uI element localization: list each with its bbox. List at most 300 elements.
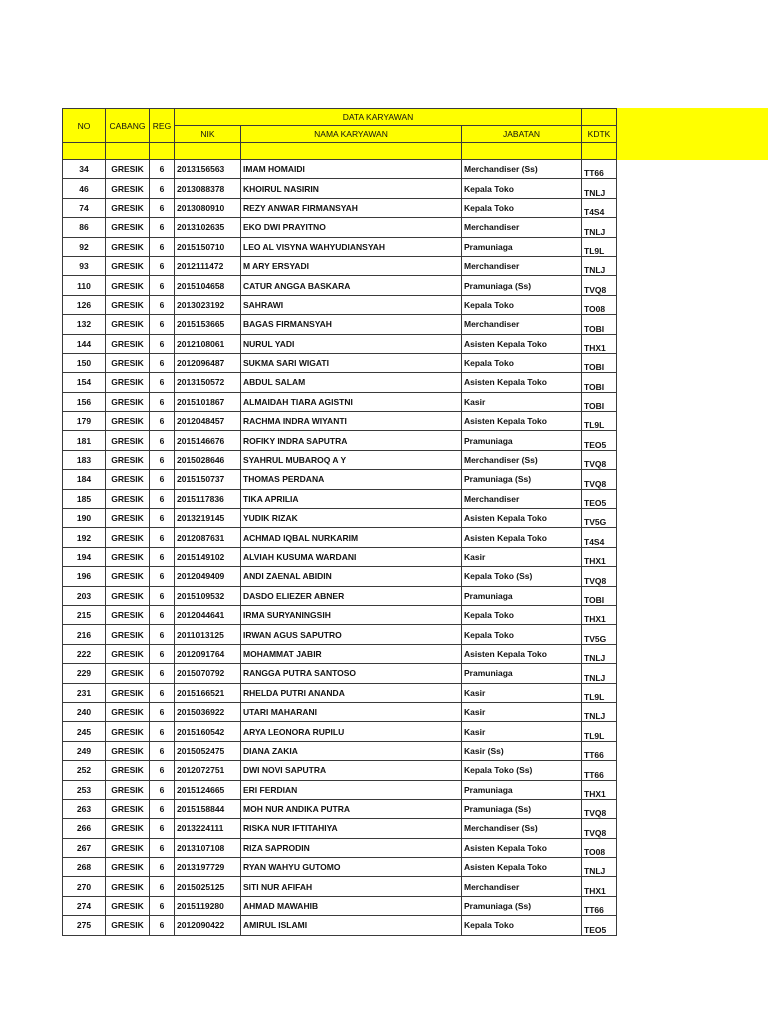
cell-nama: ACHMAD IQBAL NURKARIM xyxy=(241,528,462,547)
cell-nik: 2015052475 xyxy=(175,741,241,760)
header-highlight-band xyxy=(616,108,768,160)
cell-nama: SAHRAWI xyxy=(241,295,462,314)
cell-nama: DASDO ELIEZER ABNER xyxy=(241,586,462,605)
cell-jabatan: Kasir xyxy=(462,547,582,566)
cell-cabang: GRESIK xyxy=(106,160,150,179)
cell-nik: 2012091764 xyxy=(175,644,241,663)
cell-jabatan: Asisten Kepala Toko xyxy=(462,858,582,877)
cell-no: 266 xyxy=(63,819,106,838)
table-row xyxy=(63,741,617,760)
table-row xyxy=(63,780,617,799)
cell-jabatan: Asisten Kepala Toko xyxy=(462,838,582,857)
cell-jabatan: Kepala Toko (Ss) xyxy=(462,567,582,586)
cell-nik: 2012044641 xyxy=(175,605,241,624)
cell-reg: 6 xyxy=(150,586,175,605)
cell-jabatan: Kepala Toko (Ss) xyxy=(462,761,582,780)
cell-cabang: GRESIK xyxy=(106,315,150,334)
cell-kdtk: TNLJ xyxy=(582,858,617,877)
cell-nik: 2015109532 xyxy=(175,586,241,605)
cell-nama: IRWAN AGUS SAPUTRO xyxy=(241,625,462,644)
cell-nik: 2015160542 xyxy=(175,722,241,741)
cell-no: 46 xyxy=(63,179,106,198)
cell-nik: 2015036922 xyxy=(175,702,241,721)
cell-cabang: GRESIK xyxy=(106,256,150,275)
table-row xyxy=(63,625,617,644)
col-header-cabang: CABANG xyxy=(106,109,150,143)
cell-no: 185 xyxy=(63,489,106,508)
table-row xyxy=(63,353,617,372)
cell-jabatan: Kepala Toko xyxy=(462,179,582,198)
cell-cabang: GRESIK xyxy=(106,353,150,372)
cell-reg: 6 xyxy=(150,625,175,644)
cell-no: 34 xyxy=(63,160,106,179)
cell-kdtk: TNLJ xyxy=(582,702,617,721)
cell-jabatan: Kepala Toko xyxy=(462,625,582,644)
cell-nama: IRMA SURYANINGSIH xyxy=(241,605,462,624)
cell-nik: 2015153665 xyxy=(175,315,241,334)
cell-no: 184 xyxy=(63,470,106,489)
cell-cabang: GRESIK xyxy=(106,799,150,818)
table-row xyxy=(63,722,617,741)
table-row xyxy=(63,528,617,547)
cell-kdtk: TEO5 xyxy=(582,916,617,935)
cell-nama: UTARI MAHARANI xyxy=(241,702,462,721)
cell-no: 245 xyxy=(63,722,106,741)
cell-jabatan: Kasir xyxy=(462,683,582,702)
cell-kdtk: TV5G xyxy=(582,509,617,528)
cell-nik: 2013088378 xyxy=(175,179,241,198)
table-row xyxy=(63,605,617,624)
cell-nik: 2012087631 xyxy=(175,528,241,547)
cell-nik: 2012049409 xyxy=(175,567,241,586)
cell-reg: 6 xyxy=(150,528,175,547)
cell-kdtk: TNLJ xyxy=(582,256,617,275)
cell-jabatan: Kasir xyxy=(462,392,582,411)
cell-nik: 2015025125 xyxy=(175,877,241,896)
cell-kdtk: TEO5 xyxy=(582,431,617,450)
cell-kdtk: TO08 xyxy=(582,838,617,857)
cell-no: 216 xyxy=(63,625,106,644)
table-row xyxy=(63,567,617,586)
cell-nama: DIANA ZAKIA xyxy=(241,741,462,760)
cell-no: 110 xyxy=(63,276,106,295)
col-header-nama: NAMA KARYAWAN xyxy=(241,126,462,143)
cell-cabang: GRESIK xyxy=(106,547,150,566)
cell-no: 275 xyxy=(63,916,106,935)
table-row xyxy=(63,858,617,877)
cell-jabatan: Pramuniaga xyxy=(462,237,582,256)
cell-jabatan: Merchandiser (Ss) xyxy=(462,450,582,469)
cell-no: 179 xyxy=(63,412,106,431)
cell-cabang: GRESIK xyxy=(106,896,150,915)
cell-reg: 6 xyxy=(150,799,175,818)
cell-reg: 6 xyxy=(150,780,175,799)
cell-nik: 2015101867 xyxy=(175,392,241,411)
cell-nama: ANDI ZAENAL ABIDIN xyxy=(241,567,462,586)
cell-cabang: GRESIK xyxy=(106,877,150,896)
cell-reg: 6 xyxy=(150,819,175,838)
cell-nama: ABDUL SALAM xyxy=(241,373,462,392)
cell-cabang: GRESIK xyxy=(106,334,150,353)
table-row xyxy=(63,761,617,780)
cell-reg: 6 xyxy=(150,412,175,431)
group-header-data-karyawan: DATA KARYAWAN xyxy=(175,109,582,126)
cell-cabang: GRESIK xyxy=(106,295,150,314)
cell-kdtk: TL9L xyxy=(582,683,617,702)
cell-no: 92 xyxy=(63,237,106,256)
cell-nik: 2013102635 xyxy=(175,218,241,237)
cell-nik: 2012096487 xyxy=(175,353,241,372)
employee-table xyxy=(62,108,617,936)
cell-nama: YUDIK RIZAK xyxy=(241,509,462,528)
cell-kdtk: THX1 xyxy=(582,605,617,624)
cell-cabang: GRESIK xyxy=(106,780,150,799)
cell-nik: 2015124665 xyxy=(175,780,241,799)
cell-no: 144 xyxy=(63,334,106,353)
cell-nama: MOH NUR ANDIKA PUTRA xyxy=(241,799,462,818)
cell-nama: CATUR ANGGA BASKARA xyxy=(241,276,462,295)
cell-nama: SYAHRUL MUBAROQ A Y xyxy=(241,450,462,469)
table-body xyxy=(63,160,617,936)
cell-nama: EKO DWI PRAYITNO xyxy=(241,218,462,237)
cell-kdtk: TVQ8 xyxy=(582,450,617,469)
cell-jabatan: Pramuniaga (Ss) xyxy=(462,896,582,915)
cell-nama: TIKA APRILIA xyxy=(241,489,462,508)
table-row xyxy=(63,896,617,915)
cell-cabang: GRESIK xyxy=(106,683,150,702)
cell-no: 274 xyxy=(63,896,106,915)
cell-kdtk: TNLJ xyxy=(582,664,617,683)
cell-nik: 2015166521 xyxy=(175,683,241,702)
cell-no: 93 xyxy=(63,256,106,275)
cell-cabang: GRESIK xyxy=(106,702,150,721)
cell-no: 222 xyxy=(63,644,106,663)
cell-no: 203 xyxy=(63,586,106,605)
table-row xyxy=(63,683,617,702)
cell-cabang: GRESIK xyxy=(106,373,150,392)
cell-no: 252 xyxy=(63,761,106,780)
cell-no: 249 xyxy=(63,741,106,760)
cell-reg: 6 xyxy=(150,431,175,450)
cell-nik: 2015070792 xyxy=(175,664,241,683)
cell-kdtk: TT66 xyxy=(582,896,617,915)
cell-kdtk: TO08 xyxy=(582,295,617,314)
table-row xyxy=(63,295,617,314)
cell-no: 229 xyxy=(63,664,106,683)
cell-reg: 6 xyxy=(150,237,175,256)
cell-reg: 6 xyxy=(150,722,175,741)
cell-nik: 2015158844 xyxy=(175,799,241,818)
table-row xyxy=(63,586,617,605)
cell-cabang: GRESIK xyxy=(106,605,150,624)
cell-reg: 6 xyxy=(150,838,175,857)
cell-cabang: GRESIK xyxy=(106,412,150,431)
col-header-nik: NIK xyxy=(175,126,241,143)
table-row xyxy=(63,431,617,450)
cell-reg: 6 xyxy=(150,547,175,566)
cell-kdtk: TNLJ xyxy=(582,179,617,198)
cell-no: 196 xyxy=(63,567,106,586)
cell-jabatan: Pramuniaga xyxy=(462,664,582,683)
cell-nama: AHMAD MAWAHIB xyxy=(241,896,462,915)
cell-kdtk: TOBI xyxy=(582,586,617,605)
cell-jabatan: Asisten Kepala Toko xyxy=(462,412,582,431)
cell-nik: 2012072751 xyxy=(175,761,241,780)
col-header-no: NO xyxy=(63,109,106,143)
cell-kdtk: TVQ8 xyxy=(582,276,617,295)
cell-reg: 6 xyxy=(150,373,175,392)
cell-nik: 2015146676 xyxy=(175,431,241,450)
cell-reg: 6 xyxy=(150,450,175,469)
cell-reg: 6 xyxy=(150,605,175,624)
cell-jabatan: Kepala Toko xyxy=(462,198,582,217)
cell-nik: 2013156563 xyxy=(175,160,241,179)
table-row xyxy=(63,799,617,818)
cell-jabatan: Kepala Toko xyxy=(462,605,582,624)
cell-cabang: GRESIK xyxy=(106,916,150,935)
cell-jabatan: Kepala Toko xyxy=(462,916,582,935)
cell-no: 192 xyxy=(63,528,106,547)
cell-cabang: GRESIK xyxy=(106,450,150,469)
cell-nama: BAGAS FIRMANSYAH xyxy=(241,315,462,334)
cell-jabatan: Asisten Kepala Toko xyxy=(462,373,582,392)
table-row xyxy=(63,509,617,528)
cell-jabatan: Kasir xyxy=(462,702,582,721)
cell-no: 194 xyxy=(63,547,106,566)
cell-cabang: GRESIK xyxy=(106,644,150,663)
table-row xyxy=(63,256,617,275)
cell-reg: 6 xyxy=(150,858,175,877)
cell-reg: 6 xyxy=(150,334,175,353)
cell-cabang: GRESIK xyxy=(106,741,150,760)
cell-kdtk: TT66 xyxy=(582,160,617,179)
cell-jabatan: Asisten Kepala Toko xyxy=(462,644,582,663)
cell-nama: SUKMA SARI WIGATI xyxy=(241,353,462,372)
table-row xyxy=(63,412,617,431)
cell-no: 253 xyxy=(63,780,106,799)
cell-nama: SITI NUR AFIFAH xyxy=(241,877,462,896)
cell-jabatan: Merchandiser xyxy=(462,256,582,275)
cell-nik: 2013197729 xyxy=(175,858,241,877)
cell-cabang: GRESIK xyxy=(106,198,150,217)
cell-nama: KHOIRUL NASIRIN xyxy=(241,179,462,198)
cell-jabatan: Asisten Kepala Toko xyxy=(462,509,582,528)
cell-cabang: GRESIK xyxy=(106,237,150,256)
table-row xyxy=(63,470,617,489)
cell-kdtk: THX1 xyxy=(582,547,617,566)
cell-kdtk: TOBI xyxy=(582,373,617,392)
cell-no: 190 xyxy=(63,509,106,528)
table-row xyxy=(63,198,617,217)
cell-kdtk: TVQ8 xyxy=(582,470,617,489)
cell-kdtk: TVQ8 xyxy=(582,567,617,586)
cell-kdtk: TEO5 xyxy=(582,489,617,508)
cell-kdtk: T4S4 xyxy=(582,528,617,547)
col-header-reg: REG xyxy=(150,109,175,143)
cell-kdtk: TOBI xyxy=(582,392,617,411)
cell-no: 156 xyxy=(63,392,106,411)
cell-kdtk: TT66 xyxy=(582,761,617,780)
cell-nik: 2015028646 xyxy=(175,450,241,469)
col-header-kdtk: KDTK xyxy=(582,126,617,143)
cell-nik: 2013224111 xyxy=(175,819,241,838)
cell-cabang: GRESIK xyxy=(106,276,150,295)
cell-no: 126 xyxy=(63,295,106,314)
cell-no: 150 xyxy=(63,353,106,372)
cell-kdtk: TOBI xyxy=(582,315,617,334)
cell-kdtk: TL9L xyxy=(582,237,617,256)
cell-cabang: GRESIK xyxy=(106,838,150,857)
cell-nik: 2015119280 xyxy=(175,896,241,915)
cell-nama: RHELDA PUTRI ANANDA xyxy=(241,683,462,702)
cell-nama: ARYA LEONORA RUPILU xyxy=(241,722,462,741)
cell-nik: 2012090422 xyxy=(175,916,241,935)
cell-cabang: GRESIK xyxy=(106,489,150,508)
cell-jabatan: Pramuniaga xyxy=(462,780,582,799)
cell-kdtk: THX1 xyxy=(582,334,617,353)
cell-nama: ERI FERDIAN xyxy=(241,780,462,799)
cell-nik: 2015150737 xyxy=(175,470,241,489)
cell-nik: 2015117836 xyxy=(175,489,241,508)
cell-jabatan: Pramuniaga (Ss) xyxy=(462,799,582,818)
table-row xyxy=(63,664,617,683)
cell-jabatan: Kepala Toko xyxy=(462,295,582,314)
cell-jabatan: Merchandiser xyxy=(462,315,582,334)
cell-reg: 6 xyxy=(150,509,175,528)
table-row xyxy=(63,315,617,334)
cell-no: 154 xyxy=(63,373,106,392)
table-row xyxy=(63,702,617,721)
table-row xyxy=(63,489,617,508)
cell-reg: 6 xyxy=(150,470,175,489)
cell-jabatan: Pramuniaga xyxy=(462,586,582,605)
cell-reg: 6 xyxy=(150,179,175,198)
cell-nik: 2015150710 xyxy=(175,237,241,256)
col-header-kdtk-spacer xyxy=(582,109,617,126)
cell-reg: 6 xyxy=(150,683,175,702)
cell-nama: ROFIKY INDRA SAPUTRA xyxy=(241,431,462,450)
cell-nama: MOHAMMAT JABIR xyxy=(241,644,462,663)
cell-reg: 6 xyxy=(150,295,175,314)
cell-cabang: GRESIK xyxy=(106,722,150,741)
table-row xyxy=(63,160,617,179)
cell-cabang: GRESIK xyxy=(106,392,150,411)
cell-reg: 6 xyxy=(150,877,175,896)
table-row xyxy=(63,877,617,896)
cell-reg: 6 xyxy=(150,256,175,275)
cell-kdtk: TL9L xyxy=(582,722,617,741)
cell-jabatan: Kasir (Ss) xyxy=(462,741,582,760)
cell-reg: 6 xyxy=(150,702,175,721)
cell-cabang: GRESIK xyxy=(106,567,150,586)
cell-nama: REZY ANWAR FIRMANSYAH xyxy=(241,198,462,217)
cell-jabatan: Kepala Toko xyxy=(462,353,582,372)
cell-nama: M ARY ERSYADI xyxy=(241,256,462,275)
cell-reg: 6 xyxy=(150,392,175,411)
cell-jabatan: Asisten Kepala Toko xyxy=(462,334,582,353)
cell-reg: 6 xyxy=(150,916,175,935)
cell-cabang: GRESIK xyxy=(106,586,150,605)
cell-nik: 2015104658 xyxy=(175,276,241,295)
cell-reg: 6 xyxy=(150,276,175,295)
table-row xyxy=(63,334,617,353)
cell-jabatan: Asisten Kepala Toko xyxy=(462,528,582,547)
cell-nama: RANGGA PUTRA SANTOSO xyxy=(241,664,462,683)
cell-nama: AMIRUL ISLAMI xyxy=(241,916,462,935)
cell-cabang: GRESIK xyxy=(106,431,150,450)
cell-jabatan: Merchandiser (Ss) xyxy=(462,819,582,838)
cell-nik: 2013150572 xyxy=(175,373,241,392)
cell-jabatan: Merchandiser xyxy=(462,877,582,896)
cell-nik: 2013023192 xyxy=(175,295,241,314)
cell-no: 240 xyxy=(63,702,106,721)
cell-nama: DWI NOVI SAPUTRA xyxy=(241,761,462,780)
cell-nama: RYAN WAHYU GUTOMO xyxy=(241,858,462,877)
cell-cabang: GRESIK xyxy=(106,528,150,547)
cell-kdtk: TVQ8 xyxy=(582,799,617,818)
cell-jabatan: Pramuniaga (Ss) xyxy=(462,470,582,489)
cell-no: 268 xyxy=(63,858,106,877)
cell-reg: 6 xyxy=(150,644,175,663)
cell-jabatan: Merchandiser (Ss) xyxy=(462,160,582,179)
cell-reg: 6 xyxy=(150,315,175,334)
cell-nik: 2013107108 xyxy=(175,838,241,857)
cell-jabatan: Pramuniaga xyxy=(462,431,582,450)
cell-cabang: GRESIK xyxy=(106,819,150,838)
cell-nama: THOMAS PERDANA xyxy=(241,470,462,489)
cell-nik: 2013219145 xyxy=(175,509,241,528)
cell-reg: 6 xyxy=(150,218,175,237)
cell-no: 270 xyxy=(63,877,106,896)
table-row xyxy=(63,916,617,935)
cell-kdtk: TL9L xyxy=(582,412,617,431)
cell-nama: NURUL YADI xyxy=(241,334,462,353)
cell-cabang: GRESIK xyxy=(106,509,150,528)
table-row xyxy=(63,644,617,663)
cell-no: 215 xyxy=(63,605,106,624)
cell-nama: IMAM HOMAIDI xyxy=(241,160,462,179)
cell-kdtk: TV5G xyxy=(582,625,617,644)
cell-jabatan: Kasir xyxy=(462,722,582,741)
cell-nik: 2013080910 xyxy=(175,198,241,217)
table-row xyxy=(63,392,617,411)
blank-header-row xyxy=(63,143,617,160)
cell-nama: ALMAIDAH TIARA AGISTNI xyxy=(241,392,462,411)
cell-kdtk: T4S4 xyxy=(582,198,617,217)
cell-nama: RISKA NUR IFTITAHIYA xyxy=(241,819,462,838)
table-row xyxy=(63,819,617,838)
cell-cabang: GRESIK xyxy=(106,761,150,780)
table-row xyxy=(63,237,617,256)
cell-reg: 6 xyxy=(150,160,175,179)
cell-kdtk: TNLJ xyxy=(582,644,617,663)
cell-cabang: GRESIK xyxy=(106,470,150,489)
cell-cabang: GRESIK xyxy=(106,218,150,237)
cell-nama: ALVIAH KUSUMA WARDANI xyxy=(241,547,462,566)
table-row xyxy=(63,838,617,857)
cell-nik: 2011013125 xyxy=(175,625,241,644)
cell-kdtk: TOBI xyxy=(582,353,617,372)
table-row xyxy=(63,218,617,237)
cell-reg: 6 xyxy=(150,741,175,760)
cell-nik: 2015149102 xyxy=(175,547,241,566)
cell-cabang: GRESIK xyxy=(106,664,150,683)
cell-nama: LEO AL VISYNA WAHYUDIANSYAH xyxy=(241,237,462,256)
cell-reg: 6 xyxy=(150,489,175,508)
cell-no: 231 xyxy=(63,683,106,702)
cell-kdtk: THX1 xyxy=(582,877,617,896)
cell-cabang: GRESIK xyxy=(106,858,150,877)
